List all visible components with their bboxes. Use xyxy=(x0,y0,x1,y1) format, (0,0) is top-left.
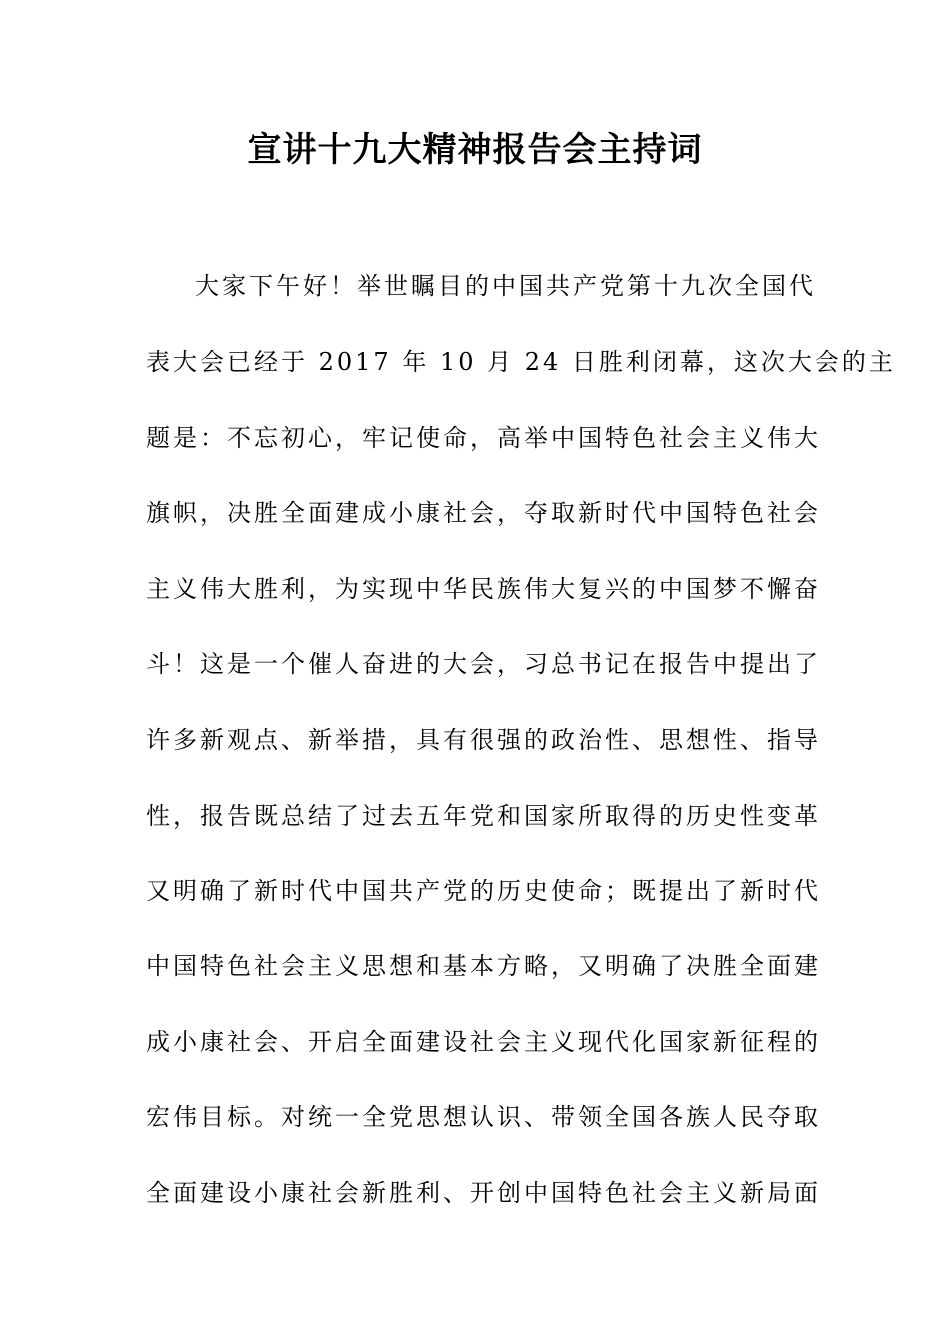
paragraph-line: 宏伟目标。对统一全党思想认识、带领全国各族人民夺取 xyxy=(146,1103,821,1131)
paragraph-line: 斗！这是一个催人奋进的大会，习总书记在报告中提出了 xyxy=(146,650,821,678)
document-title: 宣讲十九大精神报告会主持词 xyxy=(247,130,703,170)
paragraph-line: 中国特色社会主义思想和基本方略，又明确了决胜全面建 xyxy=(146,952,821,980)
paragraph-line: 大家下午好！举世瞩目的中国共产党第十九次全国代 xyxy=(195,272,816,300)
paragraph-line: 全面建设小康社会新胜利、开创中国特色社会主义新局面 xyxy=(146,1179,821,1207)
paragraph-line: 许多新观点、新举措，具有很强的政治性、思想性、指导 xyxy=(146,726,821,754)
paragraph-line: 又明确了新时代中国共产党的历史使命；既提出了新时代 xyxy=(146,877,821,905)
paragraph-line: 题是：不忘初心，牢记使命，高举中国特色社会主义伟大 xyxy=(146,424,821,452)
paragraph-line: 成小康社会、开启全面建设社会主义现代化国家新征程的 xyxy=(146,1028,821,1056)
paragraph-line: 表大会已经于 2017 年 10 月 24 日胜利闭幕，这次大会的主 xyxy=(146,348,896,376)
paragraph-line: 旗帜，决胜全面建成小康社会，夺取新时代中国特色社会 xyxy=(146,499,821,527)
paragraph-line: 主义伟大胜利，为实现中华民族伟大复兴的中国梦不懈奋 xyxy=(146,575,821,603)
paragraph-line: 性，报告既总结了过去五年党和国家所取得的历史性变革 xyxy=(146,802,821,830)
